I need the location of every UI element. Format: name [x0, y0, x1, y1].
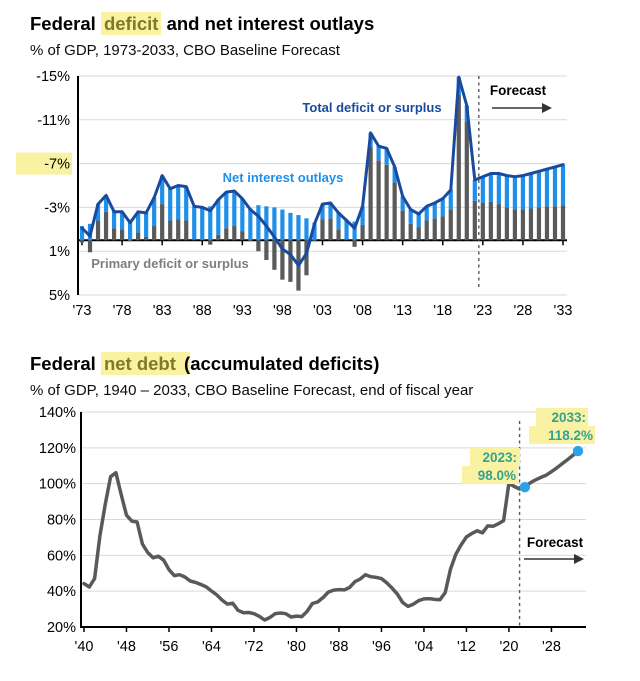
primary-bar: [192, 239, 196, 240]
net-interest-bar: [224, 192, 228, 228]
primary-bar: [264, 240, 268, 260]
x-tick-label: '28: [513, 303, 533, 319]
debt-chart-subtitle: % of GDP, 1940 – 2033, CBO Baseline Forecast, end of fiscal year: [30, 382, 474, 399]
annotation-dot: [573, 446, 583, 456]
net-interest-bar: [232, 191, 236, 226]
y-tick-label: 5%: [49, 288, 70, 304]
net-interest-bar: [256, 205, 260, 240]
primary-bar: [216, 235, 220, 240]
primary-bar: [224, 228, 228, 240]
debt-title-highlight: net debt: [101, 352, 179, 375]
primary-bar: [360, 225, 364, 240]
y-tick-label: 120%: [38, 440, 76, 457]
primary-bar: [377, 160, 381, 240]
primary-bar: [208, 240, 212, 244]
x-tick-label: '78: [112, 303, 132, 319]
deficit-title-post: and net interest outlays: [161, 13, 375, 34]
y-tick-label: 100%: [38, 476, 76, 493]
net-interest-bar: [473, 180, 477, 201]
primary-bar: [401, 211, 405, 241]
x-tick-label: '64: [202, 639, 221, 655]
primary-bar: [256, 240, 260, 251]
total-deficit-label: Total deficit or surplus: [302, 100, 442, 115]
primary-bar: [288, 240, 292, 282]
net-interest-bar: [417, 214, 421, 227]
y-tick-label: 20%: [46, 620, 76, 636]
net-interest-bar: [144, 213, 148, 237]
primary-bar: [385, 165, 389, 241]
annotation-year: 2033:: [551, 410, 586, 425]
primary-bar: [328, 218, 332, 240]
primary-bar: [112, 228, 116, 240]
primary-bar: [336, 229, 340, 240]
primary-bar: [184, 221, 188, 241]
deficit-chart: [0, 66, 640, 324]
primary-bar: [168, 221, 172, 241]
primary-bar: [537, 207, 541, 240]
primary-bar: [369, 147, 373, 240]
primary-bar: [505, 207, 509, 240]
debt-gridlines: [80, 412, 586, 591]
primary-bar: [425, 221, 429, 241]
primary-bar: [433, 218, 437, 240]
deficit-title-highlight: deficit: [101, 12, 161, 35]
net-interest-bar: [561, 165, 565, 206]
primary-bar: [393, 182, 397, 240]
primary-bar: [96, 221, 100, 241]
primary-bar: [465, 122, 469, 240]
x-tick-label: '20: [499, 639, 519, 655]
y-tick-label: -11%: [37, 112, 70, 129]
primary-bar: [120, 229, 124, 240]
net-interest-bar: [112, 212, 116, 228]
primary-bar: [497, 204, 501, 240]
y-tick-label: 140%: [38, 405, 76, 421]
net-interest-bar: [497, 173, 501, 204]
net-interest-bar: [216, 200, 220, 235]
primary-bar: [409, 224, 413, 240]
x-tick-label: '96: [372, 639, 391, 655]
primary-bar: [529, 208, 533, 240]
x-tick-label: '12: [456, 639, 476, 655]
primary-bar: [248, 240, 252, 241]
annotation-dot: [520, 482, 530, 492]
net-interest-bar: [176, 186, 180, 220]
x-tick-label: '18: [433, 303, 453, 319]
forecast-arrow-head: [542, 103, 552, 113]
net-interest-bar: [529, 173, 533, 208]
primary-deficit-label: Primary deficit or surplus: [91, 256, 249, 271]
net-interest-bar: [192, 206, 196, 239]
y-tick-label: -15%: [36, 69, 70, 85]
net-interest-bar: [168, 189, 172, 221]
y-tick-label: 60%: [46, 548, 76, 565]
annotation-value: 118.2%: [547, 428, 593, 443]
net-interest-bar: [296, 215, 300, 240]
net-interest-bar: [537, 171, 541, 207]
net-interest-bar: [505, 176, 509, 208]
primary-bar: [88, 240, 92, 252]
forecast-label: Forecast: [489, 83, 547, 98]
primary-bar: [352, 240, 356, 247]
net-interest-bar: [248, 208, 252, 240]
debt-title-highlight-paren: (: [178, 353, 191, 374]
net-interest-bar: [200, 207, 204, 240]
primary-bar: [545, 206, 549, 240]
x-tick-label: '28: [541, 639, 561, 655]
primary-bar: [272, 240, 276, 270]
primary-bar: [176, 219, 180, 240]
primary-bar: [136, 233, 140, 241]
primary-bar: [417, 227, 421, 240]
debt-labels: [39, 405, 595, 655]
deficit-chart-subtitle: % of GDP, 1973-2033, CBO Baseline Forecast: [30, 42, 340, 59]
net-interest-bar: [481, 177, 485, 203]
x-tick-label: '98: [272, 303, 292, 319]
net-interest-bar: [128, 222, 132, 241]
primary-bar: [473, 201, 477, 240]
net-interest-bar: [240, 199, 244, 232]
debt-axes: [80, 412, 586, 632]
x-tick-label: '08: [353, 303, 373, 319]
primary-bar: [128, 240, 132, 241]
net-interest-bar: [513, 177, 517, 210]
net-interest-bar: [304, 218, 308, 240]
net-interest-label: Net interest outlays: [222, 170, 344, 185]
x-tick-label: '72: [244, 639, 264, 655]
y-tick-label: 40%: [46, 584, 76, 601]
primary-bar: [561, 205, 565, 240]
primary-bar: [104, 212, 108, 240]
primary-bar: [553, 206, 557, 240]
net-interest-bar: [521, 176, 525, 210]
debt-chart-title: [30, 353, 379, 375]
debt-chart: [0, 405, 640, 667]
annotation-value: 98.0%: [477, 468, 516, 483]
net-interest-bar: [489, 173, 493, 201]
primary-bar: [489, 202, 493, 240]
x-tick-label: '48: [117, 639, 136, 655]
y-tick-label: -7%: [44, 156, 70, 173]
net-interest-bar: [288, 213, 292, 240]
primary-bar: [144, 237, 148, 240]
x-tick-label: '73: [72, 303, 92, 319]
y-tick-label: 1%: [49, 244, 70, 261]
debt-title-post: accumulated deficits): [190, 353, 380, 374]
x-tick-label: '88: [329, 639, 349, 655]
primary-bar: [312, 240, 316, 241]
net-interest-bar: [441, 199, 445, 217]
primary-bar: [521, 210, 525, 241]
primary-bar: [481, 203, 485, 240]
primary-bar: [513, 210, 517, 241]
x-tick-label: '88: [192, 303, 212, 319]
x-tick-label: '83: [152, 303, 172, 319]
primary-bar: [152, 226, 156, 240]
net-interest-bar: [545, 169, 549, 206]
annotation-year: 2023:: [482, 450, 517, 465]
primary-bar: [232, 226, 236, 240]
primary-bar: [344, 239, 348, 240]
primary-bar: [441, 216, 445, 240]
deficit-chart-title: [30, 13, 374, 35]
net-interest-bar: [553, 167, 557, 206]
y-tick-label: -3%: [44, 200, 70, 217]
x-tick-label: '13: [393, 303, 413, 319]
x-tick-label: '40: [74, 639, 94, 655]
y-tick-label: 80%: [46, 512, 76, 529]
deficit-title-pre: Federal: [30, 13, 101, 34]
primary-bar: [160, 204, 164, 240]
net-interest-bar: [280, 210, 284, 241]
net-interest-bar: [377, 146, 381, 160]
x-tick-label: '04: [414, 639, 434, 655]
x-tick-label: '23: [473, 303, 493, 319]
primary-bar: [80, 240, 84, 242]
x-tick-label: '56: [159, 639, 179, 655]
primary-bar: [449, 210, 453, 241]
x-tick-label: '33: [553, 303, 573, 319]
net-interest-bar: [433, 203, 437, 218]
primary-bar: [320, 219, 324, 240]
forecast-label: Forecast: [526, 535, 584, 550]
x-tick-label: '80: [287, 639, 306, 655]
x-tick-label: '03: [313, 303, 332, 319]
primary-bar: [240, 231, 244, 240]
debt-title-pre: Federal: [30, 353, 101, 374]
x-tick-label: '93: [232, 303, 252, 319]
